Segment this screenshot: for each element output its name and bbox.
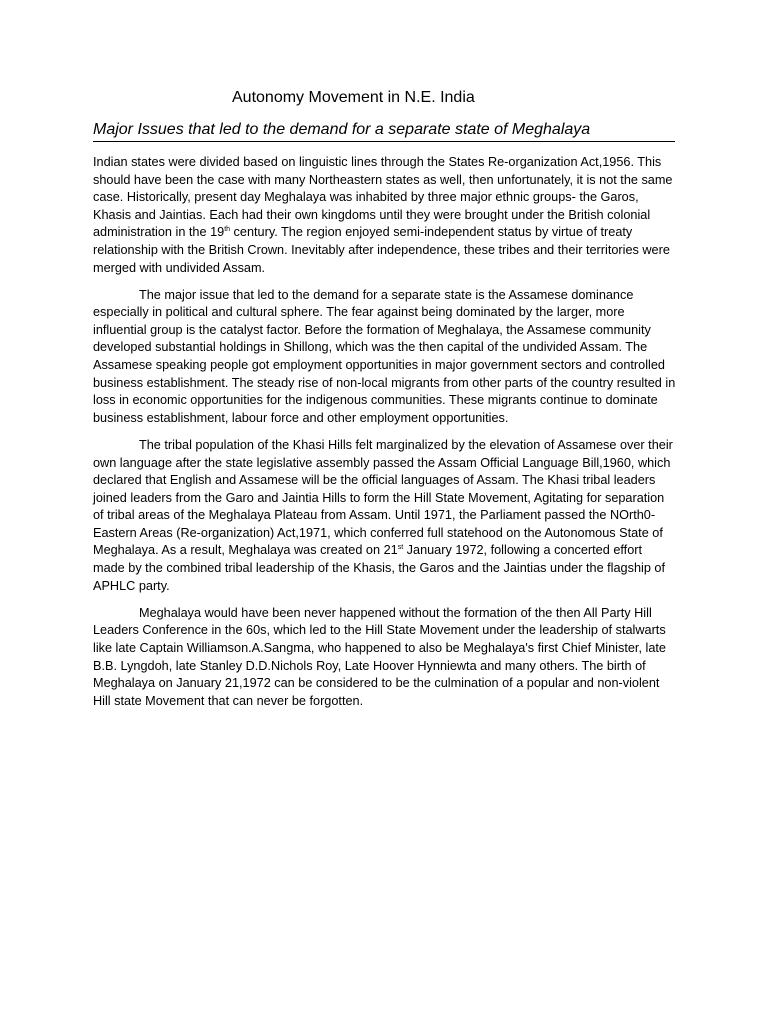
paragraph-1 [93,154,676,277]
document-body [93,154,676,720]
paragraph-1-text-b: century. The region enjoyed semi-independent status by virtue of treaty relationship with the British Crown. Inevitably after independence, these tribes and their territories were merged with undivided Assam. [93,225,670,275]
superscript-st: st [397,544,404,552]
paragraph-2: The major issue that led to the demand for a separate state is the Assamese dominance especially in political and cultural sphere. The fear against being dominated by the larger, more influential group is the catalyst factor. Before the formation of Meghalaya, the Assamese community developed substantial holdings in Shillong, which was the then capital of the undivided Assam. The Assamese speaking people got employment opportunities in major government sectors and controlled business establishment. The steady rise of non-local migrants from other parts of the country resulted in loss in economic opportunities for the indigenous communities. These migrants continue to dominate business establishment, labour force and other employment opportunities. [93,287,676,425]
paragraph-1-text-a: Indian states were divided based on linguistic lines through the States Re-organization Act,1956. This should have been the case with many Northeastern states as well, then unfortunately, it is not the same case. Historically, present day Meghalaya was inhabited by three major ethnic groups- the Garos, Khasis and Jaintias. Each had their own kingdoms until they were brought under the British colonial administration in the 19 [93,155,673,240]
document-subtitle: Major Issues that led to the demand for a separate state of Meghalaya [93,120,675,142]
paragraph-3 [93,437,676,595]
paragraph-4: Meghalaya would have been never happened without the formation of the then All Party Hill Leaders Conference in the 60s, which led to the Hill State Movement under the leadership of stalwarts like late Captain Williamson.A.Sangma, who happened to also be Meghalaya's first Chief Minister, late B.B. Lyngdoh, late Stanley D.D.Nichols Roy, Late Hoover Hynniewta and many others. The birth of Meghalaya on January 21,1972 can be considered to be the culmination of a popular and non-violent Hill state Movement that can never be forgotten. [93,605,666,708]
paragraph-3-text-a: The tribal population of the Khasi Hills felt marginalized by the elevation of Assamese over their own language after the state legislative assembly passed the Assam Official Language Bill,1960, which declared that English and Assamese will be the official languages of Assam. The Khasi tribal leaders joined leaders from the Garo and Jaintia Hills to form the Hill State Movement, Agitating for separation of tribal areas of the Meghalaya Plateau from Assam. Until 1971, the Parliament passed the NOrth0-Eastern Areas (Re-organization) Act,1971, which conferred full statehood on the Autonomous State of Meghalaya. As a result, Meghalaya was created on 21 [93,437,673,558]
superscript-th: th [224,226,231,234]
paragraph-3-text-b: January 1972, following a concerted effort made by the combined tribal leadership of the Khasis, the Garos and the Jaintias under the flagship of APHLC party. [93,543,665,593]
document-title: Autonomy Movement in N.E. India [232,89,475,106]
